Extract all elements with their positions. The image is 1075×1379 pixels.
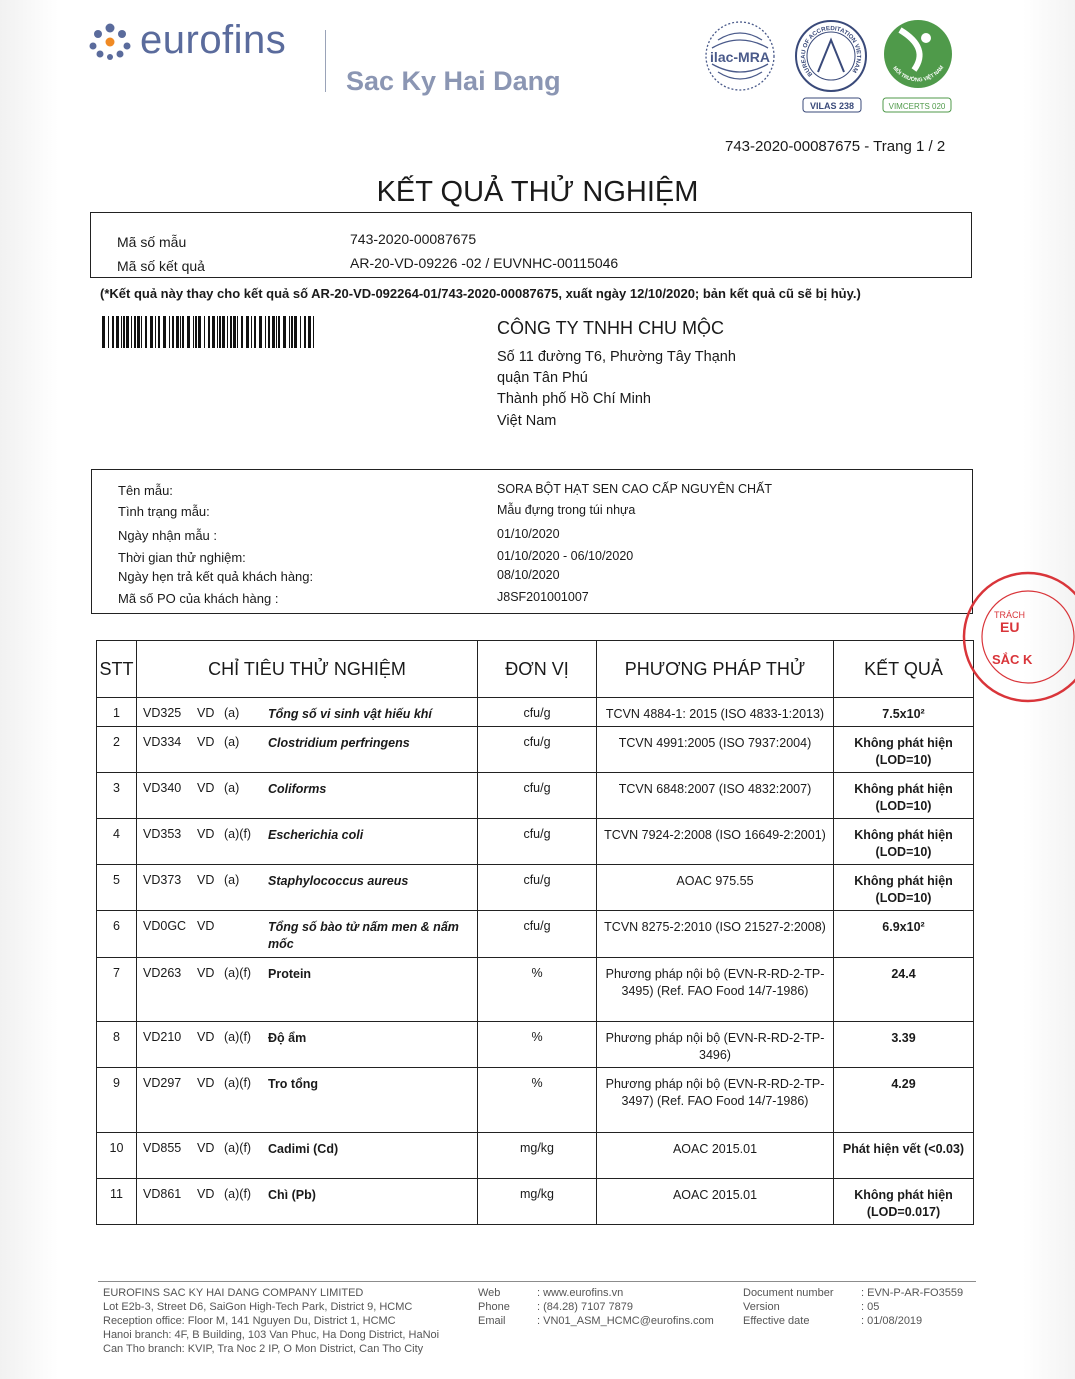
barcode-bar xyxy=(212,316,215,348)
barcode-bar xyxy=(131,316,132,348)
footer-text: Effective date xyxy=(743,1315,810,1327)
barcode-bar xyxy=(150,316,153,348)
row-test xyxy=(137,1133,478,1179)
vilas-badge-label: VILAS 238 xyxy=(809,101,855,111)
result-code-value: AR-20-VD-09226 -02 / EUVNHC-00115046 xyxy=(350,255,619,271)
footer-text: Hanoi branch: 4F, B Building, 103 Van Phuc, Ha Dong District, HaNoi xyxy=(103,1329,440,1341)
barcode-bar xyxy=(102,316,105,348)
row-method: TCVN 7924-2:2008 (ISO 16649-2:2001) xyxy=(597,819,834,865)
table-row xyxy=(97,819,974,865)
row-result: 6.9x10² xyxy=(834,911,974,958)
sample-info-value: 01/10/2020 - 06/10/2020 xyxy=(497,549,634,563)
sample-info-label: Tình trạng mẫu: xyxy=(118,504,210,519)
svg-text:SẮC K: SẮC K xyxy=(992,652,1033,667)
customer-address-line: Số 11 đường T6, Phường Tây Thạnh xyxy=(497,349,736,365)
header-stt: STT xyxy=(97,641,137,698)
document-title: KẾT QUẢ THỬ NGHIỆM xyxy=(376,176,699,208)
sample-info-label: Ngày nhận mẫu : xyxy=(118,528,218,543)
accreditation-flag: (a)(f) xyxy=(224,827,252,841)
row-unit: cfu/g xyxy=(478,773,597,819)
sample-info-value: SORA BỘT HẠT SEN CAO CẤP NGUYÊN CHẤT xyxy=(497,482,773,496)
footer-text: : 01/08/2019 xyxy=(861,1315,923,1327)
footer-text: Can Tho branch: KVIP, Tra Noc 2 IP, O Mon District, Can Tho City xyxy=(103,1343,424,1355)
footer-text: : 05 xyxy=(861,1301,880,1313)
bureau-accreditation-badge-label: BUREAU OF ACCREDITATION VIETNAM xyxy=(800,25,862,78)
row-unit: % xyxy=(478,958,597,1022)
subsidiary-name: Sac Ky Hai Dang xyxy=(346,66,561,96)
barcode-bar xyxy=(141,316,142,348)
test-name: Staphylococcus aureus xyxy=(268,874,409,888)
barcode-bar xyxy=(276,316,277,348)
replacement-note: (*Kết quả này thay cho kết quả số AR-20-VD-092264-01/743-2020-00087675, xuất ngày 12/10/2020; bản kết quả cũ sẽ bị hủy.) xyxy=(100,286,861,301)
row-result: Không phát hiện (LOD=0.017) xyxy=(834,1179,974,1225)
test-code: VD855 xyxy=(143,1141,182,1155)
row-method: TCVN 8275-2:2010 (ISO 21527-2:2008) xyxy=(597,911,834,958)
row-result: Phát hiện vết (<0.03) xyxy=(834,1133,974,1179)
row-stt: 5 xyxy=(97,865,137,911)
table-row xyxy=(97,1022,974,1068)
row-stt: 7 xyxy=(97,958,137,1022)
table-row xyxy=(97,911,974,958)
row-result: Không phát hiện (LOD=10) xyxy=(834,773,974,819)
test-code: VD210 xyxy=(143,1030,182,1044)
accreditation-badges-icon xyxy=(700,18,960,118)
footer-text: : EVN-P-AR-FO3559 xyxy=(861,1287,964,1299)
row-unit: % xyxy=(478,1022,597,1068)
sample-info-value: 08/10/2020 xyxy=(497,568,560,582)
svg-text:TRÁCH: TRÁCH xyxy=(994,610,1025,620)
barcode-bar xyxy=(172,316,174,348)
ilac-mra-badge-label: ilac-MRA xyxy=(710,49,770,65)
row-unit: mg/kg xyxy=(478,1179,597,1225)
lab-code: VD xyxy=(197,827,215,841)
barcode-bar xyxy=(155,316,156,348)
barcode-bar xyxy=(187,316,190,348)
test-code: VD861 xyxy=(143,1187,182,1201)
lab-code: VD xyxy=(197,966,215,980)
footer-divider xyxy=(98,1281,976,1282)
row-test xyxy=(137,727,478,773)
row-method: Phương pháp nội bộ (EVN-R-RD-2-TP-3496) xyxy=(597,1022,834,1068)
test-code: VD373 xyxy=(143,873,182,887)
row-method: AOAC 975.55 xyxy=(597,865,834,911)
accreditation-flag: (a)(f) xyxy=(224,1030,252,1044)
row-unit: cfu/g xyxy=(478,911,597,958)
barcode-bar xyxy=(108,316,109,348)
barcode-bar xyxy=(163,316,166,348)
row-result: Không phát hiện (LOD=10) xyxy=(834,727,974,773)
row-result: 7.5x10² xyxy=(834,698,974,727)
table-row xyxy=(97,698,974,727)
test-code: VD353 xyxy=(143,827,182,841)
sample-info-label: Mã số PO của khách hàng : xyxy=(118,591,279,606)
barcode-bar xyxy=(134,316,136,348)
barcode-bar xyxy=(219,316,221,348)
test-code: VD334 xyxy=(143,735,182,749)
test-name: Tổng số bào tử nấm men & nấm mốc xyxy=(268,920,459,951)
table-row xyxy=(97,1068,974,1133)
accreditation-flag: (a)(f) xyxy=(224,966,252,980)
footer-text: Document number xyxy=(743,1287,834,1299)
company-stamp-icon xyxy=(958,552,1075,722)
header-unit: ĐƠN VỊ xyxy=(478,641,597,698)
svg-text:EU: EU xyxy=(1000,619,1020,635)
table-row xyxy=(97,958,974,1022)
logo-divider xyxy=(325,30,326,92)
barcode-bar xyxy=(291,316,293,348)
barcode-bar xyxy=(246,316,249,348)
moi-truong-badge-label: MÔI TRƯỜNG VIỆT NAM xyxy=(891,64,946,84)
row-test xyxy=(137,773,478,819)
barcode-bar xyxy=(123,316,125,348)
barcode-bar xyxy=(204,316,205,348)
accreditation-flag: (a) xyxy=(224,873,240,887)
row-stt: 3 xyxy=(97,773,137,819)
lab-code: VD xyxy=(197,735,215,749)
lab-code: VD xyxy=(197,706,215,720)
lab-code: VD xyxy=(197,1076,215,1090)
row-method: TCVN 4991:2005 (ISO 7937:2004) xyxy=(597,727,834,773)
row-stt: 4 xyxy=(97,819,137,865)
barcode-bar xyxy=(198,316,201,348)
barcode-bar xyxy=(222,316,225,348)
lab-code: VD xyxy=(197,919,215,933)
test-name: Chì (Pb) xyxy=(268,1188,316,1202)
barcode-icon xyxy=(102,316,317,348)
accreditation-flag: (a) xyxy=(224,781,240,795)
barcode-bar xyxy=(217,316,218,348)
barcode-bar xyxy=(289,316,290,348)
row-method: TCVN 6848:2007 (ISO 4832:2007) xyxy=(597,773,834,819)
eurofins-logo-icon xyxy=(88,22,132,62)
barcode-bar xyxy=(176,316,179,348)
row-stt: 6 xyxy=(97,911,137,958)
barcode-bar xyxy=(254,316,256,348)
lab-code: VD xyxy=(197,1030,215,1044)
row-unit: mg/kg xyxy=(478,1133,597,1179)
row-result: Không phát hiện (LOD=10) xyxy=(834,819,974,865)
row-unit: % xyxy=(478,1068,597,1133)
result-code-label: Mã số kết quả xyxy=(117,258,205,274)
barcode-bar xyxy=(137,316,140,348)
sample-info-value: 01/10/2020 xyxy=(497,527,560,541)
row-method: Phương pháp nội bộ (EVN-R-RD-2-TP-3497) (Ref. FAO Food 14/7-1986) xyxy=(597,1068,834,1133)
row-test xyxy=(137,1179,478,1225)
customer-address-line: Việt Nam xyxy=(497,413,557,429)
lab-code: VD xyxy=(197,1141,215,1155)
barcode-bar xyxy=(126,316,129,348)
test-name: Tro tổng xyxy=(268,1077,318,1091)
barcode-bar xyxy=(265,316,266,348)
row-test xyxy=(137,911,478,958)
barcode-bar xyxy=(121,316,122,348)
barcode-bar xyxy=(158,316,160,348)
barcode-bar xyxy=(182,316,184,348)
row-method: AOAC 2015.01 xyxy=(597,1133,834,1179)
sample-info-label: Tên mẫu: xyxy=(118,483,173,498)
row-stt: 8 xyxy=(97,1022,137,1068)
footer-text: : www.eurofins.vn xyxy=(537,1287,624,1299)
footer-text: : VN01_ASM_HCMC@eurofins.com xyxy=(537,1315,714,1327)
footer-text: Lot E2b-3, Street D6, SaiGon High-Tech Park, District 9, HCMC xyxy=(103,1301,413,1313)
barcode-bar xyxy=(145,316,147,348)
test-code: VD297 xyxy=(143,1076,182,1090)
footer-text: : (84.28) 7107 7879 xyxy=(537,1301,634,1313)
row-result: 4.29 xyxy=(834,1068,974,1133)
row-result: Không phát hiện (LOD=10) xyxy=(834,865,974,911)
vimcerts-badge-label: VIMCERTS 020 xyxy=(888,102,946,111)
test-name: Coliforms xyxy=(268,782,327,796)
row-unit: cfu/g xyxy=(478,819,597,865)
barcode-bar xyxy=(241,316,243,348)
row-unit: cfu/g xyxy=(478,727,597,773)
footer-text: Reception office: Floor M, 141 Nguyen Du, District 1, HCMC xyxy=(103,1315,396,1327)
row-method: TCVN 4884-1: 2015 (ISO 4833-1:2013) xyxy=(597,698,834,727)
barcode-bar xyxy=(294,316,297,348)
test-code: VD263 xyxy=(143,966,182,980)
row-stt: 11 xyxy=(97,1179,137,1225)
row-stt: 1 xyxy=(97,698,137,727)
footer-text: Version xyxy=(743,1301,780,1313)
accreditation-flag: (a)(f) xyxy=(224,1076,252,1090)
barcode-bar xyxy=(272,316,275,348)
test-code: VD340 xyxy=(143,781,182,795)
table-row xyxy=(97,773,974,819)
customer-address-line: Thành phố Hồ Chí Minh xyxy=(497,391,651,407)
customer-name: CÔNG TY TNHH CHU MỘC xyxy=(497,318,725,338)
table-row xyxy=(97,727,974,773)
row-test xyxy=(137,1022,478,1068)
svg-text:BUREAU OF ACCREDITATION VIETNA xyxy=(801,26,861,77)
sample-info-value: J8SF201001007 xyxy=(497,590,589,604)
customer-address-line: quận Tân Phú xyxy=(497,370,588,386)
row-test xyxy=(137,865,478,911)
barcode-bar xyxy=(116,316,119,348)
lab-code: VD xyxy=(197,781,215,795)
test-name: Tổng số vi sinh vật hiếu khí xyxy=(268,707,432,721)
barcode-bar xyxy=(251,316,252,348)
row-result: 24.4 xyxy=(834,958,974,1022)
barcode-bar xyxy=(193,316,194,348)
barcode-bar xyxy=(259,316,262,348)
header-test: CHỈ TIÊU THỬ NGHIỆM xyxy=(137,641,478,698)
test-code: VD325 xyxy=(143,706,182,720)
footer-text: Web xyxy=(478,1287,501,1299)
row-method: AOAC 2015.01 xyxy=(597,1179,834,1225)
barcode-bar xyxy=(208,316,210,348)
sample-info-label: Thời gian thử nghiệm: xyxy=(118,550,246,565)
barcode-bar xyxy=(230,316,232,348)
accreditation-flag: (a)(f) xyxy=(224,1187,252,1201)
table-row xyxy=(97,865,974,911)
sample-code-label: Mã số mẫu xyxy=(117,234,187,250)
row-unit: cfu/g xyxy=(478,865,597,911)
brand-logo: eurofins xyxy=(140,18,287,62)
barcode-bar xyxy=(313,316,314,348)
barcode-bar xyxy=(283,316,286,348)
row-test xyxy=(137,1068,478,1133)
barcode-bar xyxy=(195,316,197,348)
barcode-bar xyxy=(237,316,238,348)
header-method: PHƯƠNG PHÁP THỬ xyxy=(597,641,834,698)
accreditation-flag: (a)(f) xyxy=(224,1141,252,1155)
test-name: Clostridium perfringens xyxy=(268,736,410,750)
table-row xyxy=(97,1179,974,1225)
results-table xyxy=(96,640,974,1225)
lab-code: VD xyxy=(197,873,215,887)
barcode-bar xyxy=(112,316,114,348)
barcode-bar xyxy=(278,316,280,348)
barcode-bar xyxy=(227,316,228,348)
row-method: Phương pháp nội bộ (EVN-R-RD-2-TP-3495) (Ref. FAO Food 14/7-1986) xyxy=(597,958,834,1022)
table-row xyxy=(97,1133,974,1179)
row-stt: 10 xyxy=(97,1133,137,1179)
barcode-bar xyxy=(169,316,170,348)
row-test xyxy=(137,698,478,727)
footer-text: Email xyxy=(478,1315,506,1327)
footer-text: EUROFINS SAC KY HAI DANG COMPANY LIMITED xyxy=(103,1287,364,1299)
sample-info-value: Mẫu đựng trong túi nhựa xyxy=(497,503,636,517)
lab-code: VD xyxy=(197,1187,215,1201)
barcode-bar xyxy=(300,316,301,348)
test-name: Protein xyxy=(268,967,312,981)
barcode-bar xyxy=(268,316,270,348)
test-name: Cadimi (Cd) xyxy=(268,1142,339,1156)
test-code: VD0GC xyxy=(143,919,187,933)
barcode-bar xyxy=(180,316,181,348)
row-result: 3.39 xyxy=(834,1022,974,1068)
barcode-bar xyxy=(304,316,306,348)
header-result: KẾT QUẢ xyxy=(834,641,974,698)
page-reference: 743-2020-00087675 - Trang 1 / 2 xyxy=(725,138,946,155)
row-stt: 9 xyxy=(97,1068,137,1133)
barcode-bar xyxy=(308,316,311,348)
footer-text: Phone xyxy=(478,1301,510,1313)
accreditation-flag: (a) xyxy=(224,735,240,749)
row-unit: cfu/g xyxy=(478,698,597,727)
accreditation-flag: (a) xyxy=(224,706,240,720)
barcode-bar xyxy=(233,316,236,348)
test-name: Escherichia coli xyxy=(268,828,364,842)
sample-code-value: 743-2020-00087675 xyxy=(350,231,477,247)
test-name: Độ ẩm xyxy=(268,1031,307,1045)
sample-info-label: Ngày hẹn trả kết quả khách hàng: xyxy=(118,569,314,584)
row-test xyxy=(137,819,478,865)
row-stt: 2 xyxy=(97,727,137,773)
row-test xyxy=(137,958,478,1022)
